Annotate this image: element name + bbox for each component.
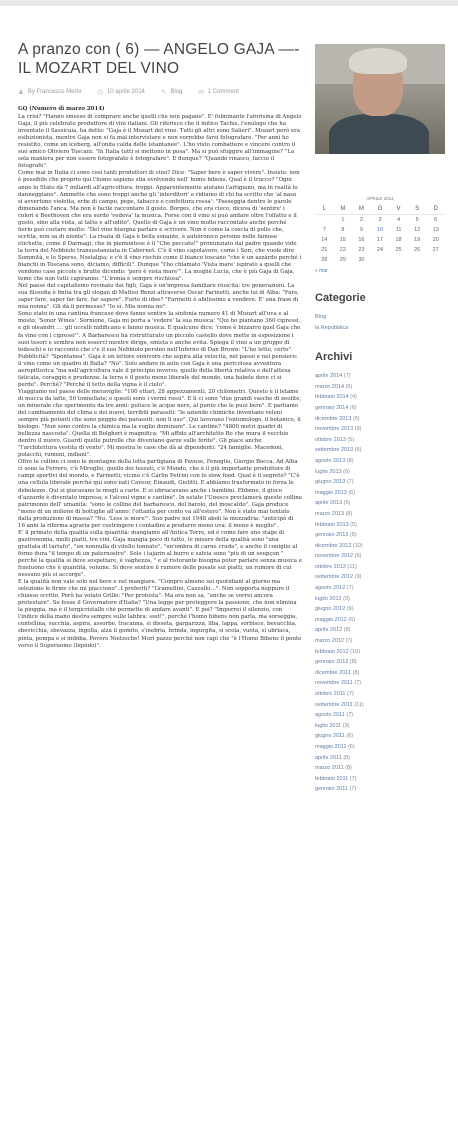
archive-label: ottobre 2011	[315, 691, 348, 697]
archive-item[interactable]	[315, 594, 445, 605]
archive-item[interactable]	[315, 753, 445, 764]
archive-label: maggio 2011	[315, 743, 348, 750]
archive-item[interactable]	[315, 541, 445, 552]
calendar-week	[315, 235, 445, 245]
archive-label: agosto 2011	[315, 712, 347, 719]
folder-icon: ✎	[160, 89, 167, 96]
archive-label: aprile 2014	[315, 373, 344, 380]
post-paragraph: E la qualità non vale solo nel bere e nel mangiare. "Compro almeno sei quotidiani al giorno ma seleziono le firme che mi piacciono". I preferiti? "Gramellini, Cazzullo…". Non sopporta neppure il chiasso scritto. Però ha votato Grillo: "Per protesta". Ma ora non sa, "anche se vorrei ancora protestare". Se fosse il Governatore d'Italia? "Una legge per proteggere la passione, che non elimina la pioggia, ma è il tergicristallo che permette di andare avanti". E poi? "Imporrei il silenzio, con l'indice della mano destra sempre sulle labbra: ssst!", perché l'homo bibens non parla, ma sorseggia, centellina, succhia, aspira, assorbe, tracanna, si disseta, gargarizza, liba, lappa, sorbisce, bevucchia, sbevicchia, sbevazza, ingolla, alza il gomito, s'inebria, brinda, ingurgita, si scola, vuota, si ubriaca, pinta, pompa e si imbiba. Povero Nietzsche! Morì pazzo perché non capì che "è l'Homo Bibens il ponte verso il Superuomo (liquido)".	[18, 579, 302, 649]
calendar-day: 17	[376, 237, 384, 243]
calendar-day: 16	[358, 237, 365, 243]
archive-label: settembre 2011	[315, 701, 355, 708]
archive-count: (7)	[343, 373, 351, 380]
calendar-day: 20	[432, 237, 439, 243]
archive-count: (4)	[350, 394, 357, 401]
calendar-day	[389, 255, 408, 265]
post-paragraph: E' il primato della qualità sulla quantità: mangiamo all'Antica Torre, ed è come fare uno stage di gastronomia, molti piatti, tre vini. Gaja mangia poco di tutto, le misure della qualità sono "una grattata di tartufo", "un nonnulla di vitello tonnato", "un'ombra di carne cruda", e anche il coniglio al forno dura "il tempo di un paternostro". Solo i tajarin al burro e salvia sono "più di un soupçon " perché la qualità si deve sospettare, è vaghezza, " e al ristorante bisogna poter parlare senza musica e frastuono che è quantità, volume. Si deve sentire il rumore delle posate sui piatti, un rumore di cui nessuno più si accorge".	[18, 529, 302, 579]
archive-count: (6)	[347, 743, 355, 750]
archive-count: (11)	[354, 701, 364, 708]
weekday: M	[352, 204, 371, 215]
archive-item[interactable]	[315, 763, 445, 774]
user-icon: ♟	[18, 89, 24, 96]
archive-item[interactable]	[315, 774, 445, 785]
calendar-day	[426, 255, 445, 265]
clock-icon: ◷	[97, 89, 103, 96]
calendar-caption: APRILE 2014	[366, 196, 394, 201]
archive-item[interactable]	[315, 710, 445, 721]
calendar-prev-link[interactable]: « mar	[315, 268, 328, 274]
post-content	[18, 106, 302, 650]
archive-label: giugno 2013	[315, 479, 347, 486]
categories-title: Categorie	[315, 292, 366, 304]
calendar-day: 29	[339, 257, 346, 263]
archive-count: (7)	[354, 680, 362, 687]
post-article	[18, 40, 302, 650]
archive-label: marzo 2011	[315, 765, 346, 772]
archive-count: (8)	[345, 510, 353, 517]
archive-label: febbraio 2013	[315, 521, 351, 528]
post-paragraph: Viaggiamo nel paese delle meraviglie: "100 ettari, 28 appezzamenti, 20 chilometri. Questo è il letame di mucca da latte, 50 tonnellate; e questi sono i vermi rossi". E lì ci sono "due grandi vasche di zeolite, un minerale che sperimento da tre anni: pulisce le acque nere, al punto che le puoi bere". E parliamo del cambiamento del clima e dei nuovi, terribili parassiti: "le aziende chimiche inventano veleni sempre più potenti che sono peggio dei parassiti: non li uso". Qui lavorano l'entomologo, il botanico, il biologo: "Non sono contro la chimica ma la voglio dominare". Le cantine? "4800 metri quadri di bellezza nascosta". Quella di Bolgheri è magnifica: "Mi affido all'architetto Bo che mura il vecchio dentro il nuovo. Guardi quelle putrelle che diventano garze sulle ferite". Gli piace anche "l'architettura vestita di vento". Mi mostra le case che dà ai dipendenti: "24 famiglie. Macedoni, polacchi, rumeni, indiani".	[18, 388, 302, 459]
archive-item[interactable]	[315, 456, 445, 467]
archive-label: luglio 2013	[315, 468, 344, 475]
calendar-day: 27	[432, 247, 439, 253]
archive-item[interactable]	[315, 721, 445, 732]
archive-label: marzo 2013	[315, 510, 346, 517]
author-link[interactable]: By Francesco Merlo	[27, 89, 82, 95]
calendar-day: 2	[359, 217, 363, 223]
weekday: L	[315, 204, 334, 215]
post-title: A pranzo con ( 6) — ANGELO GAJA —- IL MOZART DEL VINO	[18, 41, 300, 77]
archive-item[interactable]	[315, 488, 445, 499]
archive-item[interactable]	[315, 477, 445, 488]
weekday: G	[371, 204, 390, 215]
archive-label: dicembre 2011	[315, 669, 353, 676]
comment-icon: ✉	[198, 89, 204, 96]
archive-count: (5)	[343, 500, 351, 507]
archive-label: gennaio 2013	[315, 532, 350, 539]
post-date: 10 aprile 2014	[106, 89, 145, 95]
sidebar	[315, 44, 445, 795]
archive-label: giugno 2012	[315, 606, 347, 613]
archive-count: (9)	[354, 426, 362, 433]
archive-label: agosto 2012	[315, 585, 347, 592]
archive-item[interactable]	[315, 657, 445, 668]
archive-item[interactable]	[315, 435, 445, 446]
calendar-day: 14	[321, 237, 328, 243]
archive-item[interactable]	[315, 742, 445, 753]
calendar-day: 8	[341, 227, 345, 233]
archive-label: novembre 2011	[315, 680, 355, 687]
archive-item[interactable]	[315, 445, 445, 456]
archive-count: (5)	[347, 436, 355, 443]
calendar-day: 15	[339, 237, 346, 243]
calendar-day: 6	[434, 217, 438, 223]
archive-item[interactable]	[315, 583, 445, 594]
calendar-day: 13	[432, 227, 439, 233]
archives-title: Archivi	[315, 351, 353, 364]
archive-label: novembre 2012	[315, 553, 355, 560]
top-bar	[0, 0, 458, 6]
archive-count: (7)	[347, 691, 354, 697]
archives-list	[315, 371, 445, 795]
archive-count: (8)	[343, 627, 351, 634]
archive-count: (7)	[346, 479, 354, 486]
post-paragraph: Oltre le colline ci sono le montagne della lotta partigiana di Pavese, Fenoglio, Giorgio Bocca. Ad Alba ci sono la Ferrero, c'è Miroglio, quello dei tessuti, c'è Mondo, che è il più importante produttore di campi sportivi del mondo, e Farinetti; vicino c'è Carlin Petrini con lo slow food. Qual è il segreto? "C'è una cellula liberale perché qui sono nati Cavour, Einaudi, Giolitti. E abbiamo trasformato in forza le debolezze. Qui si giocavano le mogli a carte. E si ubriacavano anche i bambini. Ebbene, il gioco d'azzardo è diventato impresa; e l'alcool vigne e cantine". In estate l'Unesco proclamerà queste colline patrimonio dell' umanità: "sono le colline del barbaresco, del barolo, del moscatdo". Gaja produce "meno di un milione di bottiglie all'anno: l'ottanta per cento va all'estero". Non è stato mai tentato dalla produzione di massa? "No. 'Less is more'". Suo padre nel 1948 aboli la mezzadria: "anticipò di 16 anni la riforma agraria per costringere i contadini a produrre meno uva: il meno è meglio".	[18, 459, 302, 529]
post-paragraph: Nel paese del capitalismo rovinato dai figli, Gaja è un'impresa familiare riuscita: tre generazioni. La sua filosofia è finita tra gli slogan di Matteo Renzi attraverso Oscar Farinetti, anche lui di Alba: "Fare, saper fare, saper far fare, far sapere". Furto di idee? "Farinetti è abilissimo a vendere. E' una frase di mia nonna". Gli dà il permesso? "Io sì. Mia nonna no".	[18, 283, 300, 311]
archive-label: ottobre 2013	[315, 436, 348, 443]
archive-count: (10)	[350, 648, 360, 655]
archive-count: (9)	[354, 574, 362, 581]
archive-count: (11)	[347, 563, 357, 570]
categories-list	[315, 312, 445, 333]
archive-label: maggio 2012	[315, 616, 349, 623]
archive-item[interactable]	[315, 689, 445, 700]
post-paragraph: Sono stato in una cantina francese dove fanno sentire la sinfonia numero 41 di Mozart all'uva e al mosto: 'Sonor Wines'. Sornione, Gaja mi porta a 'vedere' la sua musica: "Qui ho piantano 360 cipressi, e gli oleandri …: gli uccelli nidificano e fanno musica. E qualcuno dice: 'come è bizzarro quel Gaja che fa vino con i cipressi'". A Barbaresco ha ristrutturato un piccolo castello dove mette in esposizione i suoi tesori e sembra non esserci mentre dirige, smista e anche evita. Spiega il vino a un gruppo di tedeschi e io racconto che c'è il suo Nebbiolo persino nell'Inferno di Dan Brown: "L'ho letto, certo". Pubblicità? "Spontanea". Gaja è un lettore onnivoro che aspira alla velocità, nel passo e nel pensiero: il vino come un quadro di Balla? "No". Solo andare in auto con Gaja è una pericolosa avventura aeropittorica "ma nell'agricoltura vale il principio inverso, quello della libertà relativa e dell'attesa faticata, coraggio e prudenza: la terra è il posto meno liberale del mondo, una babele dove ci si perde". Perché? "Perché il tetto della vigna è il cielo".	[18, 311, 301, 388]
archive-count: (8)	[343, 754, 351, 761]
archive-item[interactable]	[315, 572, 445, 583]
archive-label: ottobre 2012	[315, 563, 348, 570]
archive-item[interactable]	[315, 784, 445, 795]
post-meta	[18, 88, 302, 96]
archive-label: marzo 2014	[315, 383, 346, 390]
archive-count: (8)	[352, 669, 360, 676]
category-item[interactable]: Blog	[315, 314, 327, 320]
weekday: M	[334, 204, 353, 215]
archive-item[interactable]	[315, 467, 445, 478]
archive-count: (6)	[346, 733, 354, 740]
archive-count: (5)	[352, 415, 360, 422]
archive-count: (8)	[345, 765, 352, 772]
archive-count: (8)	[349, 659, 357, 666]
archive-label: settembre 2013	[315, 447, 355, 454]
archive-item[interactable]	[315, 551, 445, 562]
calendar-day: 7	[322, 227, 326, 233]
archive-item[interactable]	[315, 604, 445, 615]
calendar-day: 21	[321, 247, 328, 253]
archive-count: (9)	[343, 595, 350, 602]
weekday: V	[389, 204, 408, 215]
archive-count: (9)	[346, 606, 354, 613]
calendar-day: 24	[376, 247, 384, 253]
archive-label: settembre 2012	[315, 574, 355, 581]
calendar-day: 12	[414, 227, 421, 233]
archive-label: maggio 2013	[315, 489, 349, 496]
calendar-week	[315, 225, 445, 235]
archive-count: (6)	[354, 553, 362, 560]
archive-count: (6)	[348, 489, 356, 496]
archive-item[interactable]	[315, 615, 445, 626]
calendar-day: 23	[358, 247, 365, 253]
archive-item[interactable]	[315, 530, 445, 541]
calendar-day: 3	[378, 217, 382, 223]
post-paragraph: La crisi? "Hanno smesso di comprare anche quelli che non pagano". E' fulminante l'aforisma di Angelo Gaja, il più celebrato produttore di vini italiani. Gli riferisco che il mitico Tachis, l'enologo che ha inventato il Sassicaia, ha detto: "Gaja è il Mozart del vino. Tutti gli altri sono Salieri". Mozart però era esibizionista, mentre Gaja non si fa mai intervistare e non vorrebbe farsi fotografare. "Per anni ho resistito, come un iceberg, all'onda calda delle istantanee". L'ho visto combattere e vincere contro il suo amico Oliviero Toscani: "In Italia tutti si mettono in posa". Ma si può sfuggire all'immagine? "La sola maniera per non essere fotografato è fotografare". E dunque? "Quando rinasco, faccio il fotografo".	[18, 114, 302, 170]
archive-count: (6)	[354, 447, 362, 454]
archive-label: gennaio 2012	[315, 659, 350, 666]
calendar-widget	[315, 196, 445, 274]
archive-count: (7)	[346, 585, 354, 592]
category-item[interactable]: la Repubblica	[315, 324, 349, 331]
archive-item[interactable]	[315, 382, 445, 393]
calendar-day: 22	[339, 247, 346, 253]
archive-item[interactable]	[315, 731, 445, 742]
archive-label: febbraio 2011	[315, 775, 350, 782]
archive-count: (6)	[348, 616, 356, 623]
calendar-week	[315, 215, 445, 225]
calendar-day: 11	[395, 227, 402, 233]
archive-label: luglio 2011	[315, 722, 343, 729]
archive-count: (5)	[349, 532, 357, 539]
calendar-day	[408, 255, 427, 265]
calendar-day: 5	[415, 217, 419, 223]
weekday: S	[408, 204, 427, 215]
post-paragraph: Come mai in Italia ci sono così tanti produttori di vino? Dice: "Saper bere è saper vivere". Insisto: non è possibile che proprio qui l'homo sapiens stia evolvendo nell' homo bibens. Qual è il trucco? "Ogni anno lo Stato dà 7 miliardi all'agricoltura, troppi. Apparentemente aiutano l'artigiano, ma in realtà lo danneggiano". Ammette che sono troppi anche gli 'interditori' e ridiamo di chi ha scritto che 'al naso si avvertono violetta, erbe di campo, pepe, tabacco e confettura rossa': "Passeggia dentro le parole dimenando l'anca. Ma non è facile raccontare il gusto. Borges, che era cieco, diceva di 'sentire' i colori e Beethoven che era sordo 'vedeva' la musica. Forse con il vino si può andare oltre l'olfatto e il gusto, sino alla vista, al tatto e all'udito". Quello di Gaja è un vino molto raccontato anche perché herlo può costare molto: "Del vino bisogna parlare e scrivere. Non è come la coscia di pollo che, scritta, non sa di niente". La risata di Gaja è bella sonante, è autoironico persino nelle famose etichette, come il Darmagi, che in piemontese è il "Che peccato!" pronunziato dal padre quando vide la terra del Nebbiolo transustanziata in Cabernet. C'è il vino capolavoro, come i Sorì, che vuole dire Sommità, e lo Sperss, Nostalgia; e c'è il vino rischio come il bianco toscano "che è un azzardo perché i bianchi in Toscana sono, diciamo, difficili". Dunque "l'ho chiamato 'Vista mare' ispirato a quelli che vendono case piccole e brutte dicendo: 'però è vista mare'". La moglie Lucia, che è più Gaja di Gaja, teme che non tutti capiranno: "L'ironia è sempre rischiosa".	[18, 170, 302, 283]
archive-item[interactable]	[315, 520, 445, 531]
archive-count: (10)	[352, 542, 363, 549]
calendar-day: 18	[395, 237, 402, 243]
archive-item[interactable]	[315, 414, 445, 425]
archive-label: dicembre 2013	[315, 415, 353, 422]
archive-item[interactable]	[315, 647, 445, 658]
calendar-day: 1	[341, 217, 345, 223]
archive-item[interactable]	[315, 636, 445, 647]
calendar-day: 28	[321, 257, 328, 263]
archive-label: dicembre 2012	[315, 542, 353, 549]
archive-label: giugno 2011	[315, 733, 347, 740]
calendar-day: 9	[359, 227, 363, 233]
archive-label: novembre 2013	[315, 426, 355, 433]
archive-count: (6)	[345, 383, 353, 390]
archive-count: (7)	[346, 712, 354, 719]
archive-item[interactable]	[315, 700, 445, 711]
archive-label: aprile 2013	[315, 500, 344, 507]
archive-count: (7)	[345, 638, 353, 645]
archive-count: (5)	[350, 521, 357, 528]
archive-item[interactable]	[315, 625, 445, 636]
archive-count: (7)	[349, 775, 357, 782]
archive-item[interactable]	[315, 403, 445, 414]
comments-link[interactable]: 1 Comment	[207, 89, 239, 95]
archive-count: (7)	[349, 786, 357, 793]
archive-count: (6)	[349, 404, 357, 411]
calendar-day: 30	[358, 257, 365, 263]
archive-label: gennaio 2011	[315, 786, 350, 793]
archive-count: (9)	[342, 722, 350, 729]
calendar-day: 26	[414, 247, 421, 253]
calendar-day	[371, 255, 390, 265]
post-lead: GQ (Numero di marzo 2014)	[18, 106, 105, 112]
archive-item[interactable]	[315, 678, 445, 689]
archive-label: marzo 2012	[315, 638, 346, 645]
archive-item[interactable]	[315, 371, 445, 382]
archive-count: (6)	[343, 468, 350, 475]
archive-item[interactable]	[315, 498, 445, 509]
calendar-week	[315, 245, 445, 255]
archive-item[interactable]	[315, 668, 445, 679]
calendar-day: 4	[397, 217, 401, 223]
archive-item[interactable]	[315, 392, 445, 403]
archive-label: aprile 2011	[315, 754, 344, 761]
weekday: D	[426, 204, 445, 215]
archive-label: luglio 2012	[315, 595, 344, 602]
calendar-day	[315, 215, 334, 225]
archive-label: febbraio 2012	[315, 648, 351, 655]
archive-label: febbraio 2014	[315, 394, 351, 401]
archive-item[interactable]	[315, 509, 445, 520]
archive-label: gennaio 2014	[315, 404, 350, 411]
category-link[interactable]: Blog	[170, 89, 183, 95]
author-photo	[315, 44, 445, 154]
calendar-day-link[interactable]: 10	[376, 227, 384, 233]
archive-item[interactable]	[315, 424, 445, 435]
calendar-week	[315, 255, 445, 265]
archive-label: agosto 2013	[315, 457, 347, 464]
archive-count: (8)	[346, 457, 354, 464]
archive-item[interactable]	[315, 562, 445, 573]
calendar-day: 19	[414, 237, 421, 243]
archive-label: aprile 2012	[315, 627, 344, 634]
calendar-weekdays	[315, 204, 445, 215]
calendar-day: 25	[395, 247, 402, 253]
